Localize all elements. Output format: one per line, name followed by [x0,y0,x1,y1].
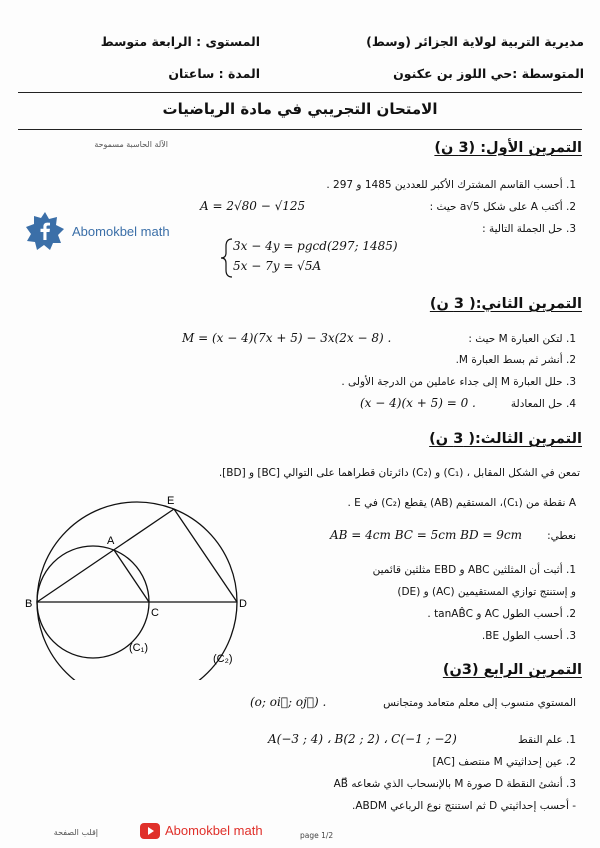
ex3-given-label: نعطي: [547,530,576,542]
turn-page-note: إقلب الصفحة [53,828,98,837]
geometry-figure [25,490,265,680]
ex1-q2-text: 2. أكتب A على شكل a√5 حيث : [429,201,576,213]
footer-brand: Abomokbel math [165,823,263,838]
watermark-label: Abomokbel math [72,224,170,239]
ex4-q4: - أحسب إحداثيتي D ثم استنتج نوع الرباعي ABDM. [352,800,576,812]
exercise3-title: التمرين الثالث:( 3 ن) [429,431,582,447]
page-number: page 1/2 [300,831,334,840]
ex4-q3: 3. أنشئ النقطة D صورة M بالإنسحاب الذي شعاعه AB⃗ [333,778,576,790]
ex4-intro-math: (o; oi⃗; oj⃗) . [250,695,327,709]
point-label-d: D [239,598,247,610]
point-label-b: B [25,598,33,610]
calculator-note: الآلة الحاسبة مسموحة [94,140,168,149]
facebook-f-icon [24,210,66,252]
school-label: المتوسطة :حي اللوز بن عكنون [393,66,584,81]
ex2-q3: 3. حلل العبارة M إلى جداء عاملين من الدرجة الأولى . [341,376,576,388]
ex2-q2: 2. أنشر ثم بسط العبارة M. [455,354,576,366]
system-line-1: 3x − 4y = pgcd(297; 1485) [233,239,398,253]
ex3-intro2: A نقطة من (C₁)، المستقيم (AB) يقطع (C₂) في E . [347,497,576,509]
system-brace [220,238,234,278]
duration-label: المدة : ساعتان [168,66,260,81]
ex3-intro: تمعن في الشكل المقابل ، (C₁) و (C₂) دائرتان قطراهما على التوالي [BC] و [BD]. [218,467,580,479]
ex4-q2: 2. عين إحداثيتي M منتصف [AC] [432,756,576,768]
exercise2-title: التمرين الثاني:( 3 ن) [429,296,582,312]
segment-ed [174,509,237,602]
segment-ac [114,550,149,602]
segment-be [37,509,174,602]
ex3-q1a: 1. أثبت أن المثلثين ABC و EBD مثلثين قائمين [372,564,576,576]
ex3-q2: 2. أحسب الطول AC و tanAB̂C . [427,608,576,620]
exam-title-bar [18,92,582,130]
circle-label-c1: (C₁) [129,642,148,654]
circle-label-c2: (C₂) [213,653,233,665]
ex4-intro: المستوي منسوب إلى معلم متعامد ومتجانس [383,697,576,709]
exam-title: الامتحان التجريبي في مادة الرياضيات [162,100,438,118]
ex3-given-values: AB = 4cm BC = 5cm BD = 9cm [330,528,523,542]
point-label-c: C [151,607,159,619]
ex4-q1-math: A(−3 ; 4) ، B(2 ; 2) ، C(−1 ; −2) [268,732,457,746]
exercise4-title: التمرين الرابع (3ن) [442,662,582,678]
ex1-q2-math: A = 2√80 − √125 [200,199,306,213]
ex4-q1-text: 1. علم النقط [518,734,576,746]
system-line-2: 5x − 7y = √5A [233,259,322,273]
ex1-q1: 1. أحسب القاسم المشترك الأكبر للعددين 1485 و 297 . [326,179,576,191]
exercise1-title: التمرين الأول: (3 ن) [434,140,582,156]
ex2-q1-math: M = (x − 4)(7x + 5) − 3x(2x − 8) . [182,331,392,345]
youtube-icon [140,823,160,839]
ex2-q4-math: (x − 4)(x + 5) = 0 . [360,396,476,410]
ex2-q4-text: 4. حل المعادلة [510,398,576,410]
ex3-q1b: و إستنتج توازي المستقيمين (AC) و (DE) [397,586,576,598]
directorate-label: مديرية التربية لولاية الجزائر (وسط) [366,34,584,49]
ex2-q1-text: 1. لتكن العبارة M حيث : [468,333,576,345]
point-label-a: A [107,535,115,547]
ex3-q3: 3. أحسب الطول BE. [481,630,576,642]
point-label-e: E [167,495,175,507]
level-label: المستوى : الرابعة متوسط [100,34,260,49]
ex1-q3-text: 3. حل الجملة التالية : [482,223,576,235]
